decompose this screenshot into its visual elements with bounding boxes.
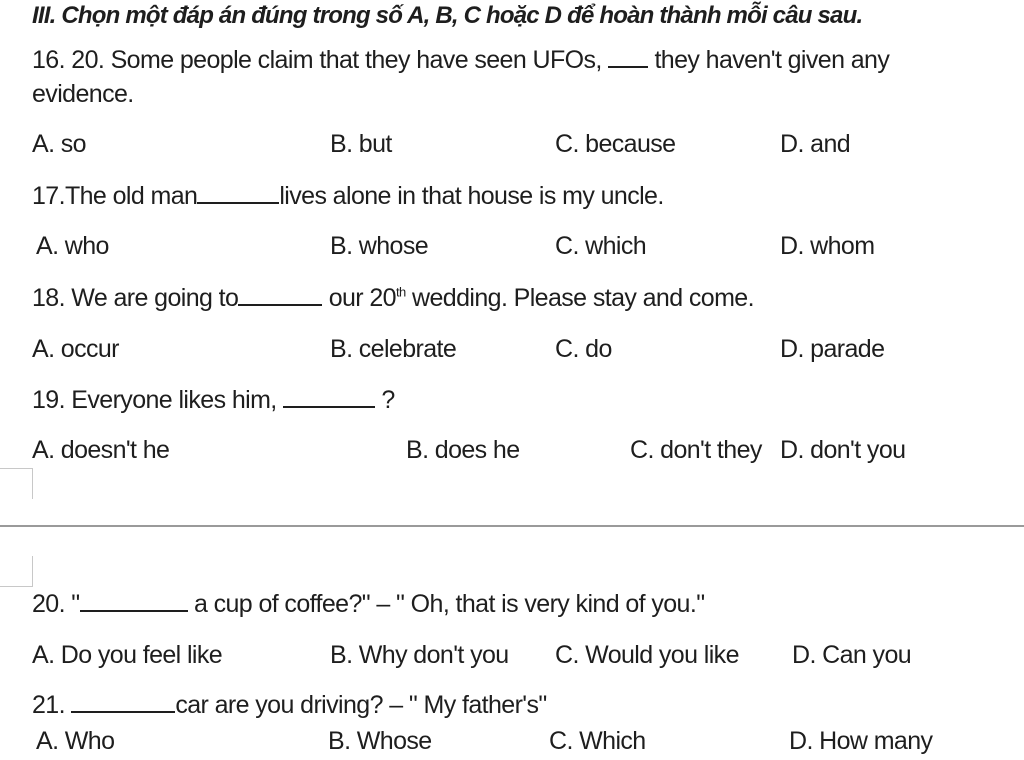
q20-option-b[interactable]: B. Why don't you — [330, 641, 509, 669]
q16-option-d[interactable]: D. and — [780, 130, 851, 158]
q18-option-d[interactable]: D. parade — [780, 335, 885, 363]
question-21-suffix: car are you driving? – " My father's" — [175, 691, 547, 719]
q17-option-c[interactable]: C. which — [555, 232, 647, 260]
question-20-prefix: 20. " — [32, 590, 80, 618]
page-margin-mark — [0, 556, 33, 587]
question-19-suffix: ? — [381, 386, 395, 414]
answer-blank-16 — [608, 46, 648, 68]
question-20 — [32, 590, 704, 619]
q17-option-b[interactable]: B. whose — [330, 232, 429, 260]
q18-option-a[interactable]: A. occur — [32, 335, 119, 363]
question-16-prefix: 16. 20. Some people claim that they have seen UFOs, — [32, 46, 602, 74]
q20-option-c[interactable]: C. Would you like — [555, 641, 739, 669]
question-19 — [32, 386, 395, 415]
question-17 — [32, 182, 664, 211]
q21-option-d[interactable]: D. How many — [789, 727, 933, 755]
question-19-prefix: 19. Everyone likes him, — [32, 386, 277, 414]
question-16 — [32, 46, 889, 75]
answer-blank-21 — [71, 691, 175, 713]
question-20-suffix: a cup of coffee?" – " Oh, that is very kind of you." — [193, 590, 705, 618]
page-break-divider — [0, 525, 1024, 527]
q16-option-c[interactable]: C. because — [555, 130, 676, 158]
answer-blank-18 — [238, 284, 322, 306]
q20-option-d[interactable]: D. Can you — [792, 641, 912, 669]
question-16-suffix: they haven't given any — [654, 46, 890, 74]
question-18-suffix: wedding. Please stay and come. — [412, 284, 754, 312]
question-17-prefix: 17.The old man — [32, 182, 198, 210]
q21-option-b[interactable]: B. Whose — [328, 727, 432, 755]
q19-option-a[interactable]: A. doesn't he — [32, 436, 170, 464]
q17-option-a[interactable]: A. who — [36, 232, 109, 260]
answer-blank-19 — [283, 386, 375, 408]
answer-blank-17 — [197, 182, 279, 204]
question-18-mid: our 20 — [328, 284, 396, 312]
q19-option-c[interactable]: C. don't they — [630, 436, 762, 464]
q18-option-c[interactable]: C. do — [555, 335, 612, 363]
question-16-line2: evidence. — [32, 80, 134, 108]
q16-option-b[interactable]: B. but — [330, 130, 392, 158]
question-17-suffix: lives alone in that house is my uncle. — [279, 182, 664, 210]
q20-option-a[interactable]: A. Do you feel like — [32, 641, 223, 669]
question-18-prefix: 18. We are going to — [32, 284, 239, 312]
section-heading: III. Chọn một đáp án đúng trong số A, B, C hoặc D để hoàn thành mỗi câu sau. — [32, 2, 863, 29]
q16-option-a[interactable]: A. so — [32, 130, 86, 158]
q19-option-b[interactable]: B. does he — [406, 436, 520, 464]
page-margin-mark — [0, 468, 33, 499]
question-18-sup: th — [396, 284, 406, 300]
q17-option-d[interactable]: D. whom — [780, 232, 875, 260]
q19-option-d[interactable]: D. don't you — [780, 436, 906, 464]
question-18 — [32, 284, 754, 313]
q21-option-a[interactable]: A. Who — [36, 727, 115, 755]
question-21-prefix: 21. — [32, 691, 65, 719]
q21-option-c[interactable]: C. Which — [549, 727, 646, 755]
question-21 — [32, 691, 547, 720]
answer-blank-20 — [80, 590, 188, 612]
q18-option-b[interactable]: B. celebrate — [330, 335, 457, 363]
